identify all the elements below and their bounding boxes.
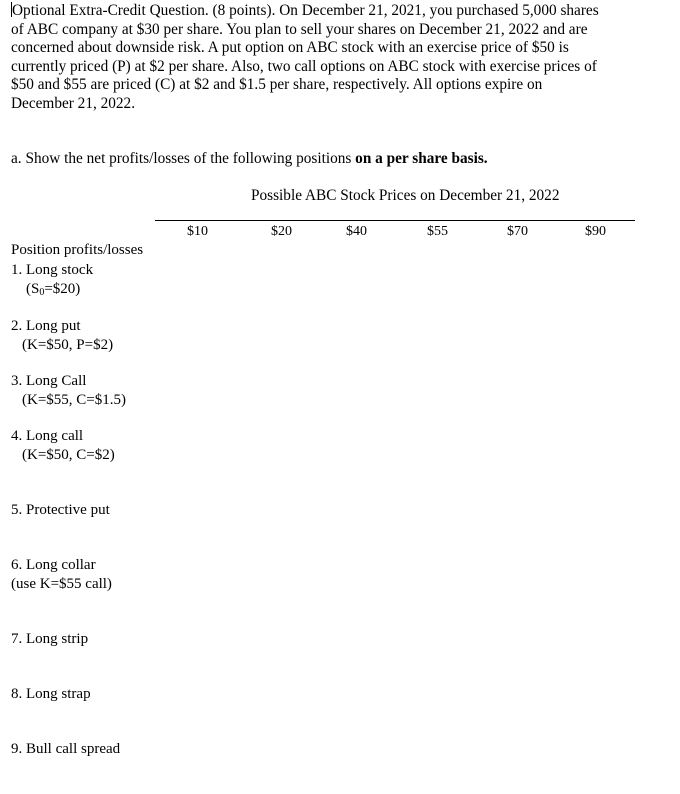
- row-long-call-50: [11, 427, 115, 465]
- question-line-1: Optional Extra-Credit Question. (8 points). On December 21, 2021, you purchased 5,000 shares: [12, 2, 599, 19]
- table-title: Possible ABC Stock Prices on December 21, 2022: [251, 187, 560, 204]
- part-a-bold: on a per share basis.: [355, 150, 488, 167]
- row-sub: (K=$50, P=$2): [22, 337, 114, 353]
- row-long-stock: [11, 261, 93, 302]
- row-long-collar: [11, 556, 112, 594]
- part-a-prefix: a. Show the net profits/losses of the following positions: [11, 150, 356, 167]
- question-line-4: currently priced (P) at $2 per share. Also, two call options on ABC stock with exercise prices of: [11, 57, 597, 75]
- question-line-2: of ABC company at $30 per share. You plan to sell your shares on December 21, 2022 and are: [11, 20, 588, 38]
- price-col-10: $10: [187, 224, 208, 239]
- row-label: 2. Long put: [11, 318, 81, 334]
- row-sub: (use K=$55 call): [11, 576, 112, 592]
- row-long-call-55: [11, 372, 126, 410]
- row-header: Position profits/losses: [11, 242, 144, 258]
- row-protective-put: [11, 501, 110, 520]
- price-col-20: $20: [271, 224, 292, 239]
- question-line-6: December 21, 2022.: [11, 94, 136, 112]
- row-long-strip: [11, 630, 88, 649]
- row-label: 7. Long strip: [11, 631, 89, 647]
- row-sub: $(S_0=\$20)$: [26, 281, 81, 298]
- row-label: 1. Long stock: [11, 262, 94, 278]
- question-line-5: $50 and $55 are priced (C) at $2 and $1.5 per share, respectively. All options expire on: [11, 76, 543, 93]
- row-label: 4. Long call: [11, 428, 84, 444]
- header-rule: [155, 220, 635, 221]
- row-long-put: [11, 317, 113, 355]
- price-col-55: $55: [427, 224, 448, 239]
- row-bull-call-spread: [11, 740, 120, 759]
- row-label: 9. Bull call spread: [11, 741, 121, 757]
- row-sub: (K=$50, C=$2): [22, 447, 115, 463]
- question-line-3: concerned about downside risk. A put option on ABC stock with an exercise price of $50 is: [11, 39, 569, 56]
- row-label: 8. Long strap: [11, 686, 91, 702]
- question-paragraph: [11, 2, 661, 113]
- part-a-instruction: [11, 150, 488, 168]
- price-col-90: $90: [585, 224, 606, 239]
- row-label: 3. Long Call: [11, 373, 87, 389]
- row-label: 6. Long collar: [11, 557, 96, 573]
- row-sub: (K=$55, C=$1.5): [22, 392, 126, 408]
- row-long-strap: [11, 685, 91, 704]
- price-col-40: $40: [346, 224, 367, 239]
- row-label: 5. Protective put: [11, 502, 110, 518]
- price-col-70: $70: [507, 224, 528, 239]
